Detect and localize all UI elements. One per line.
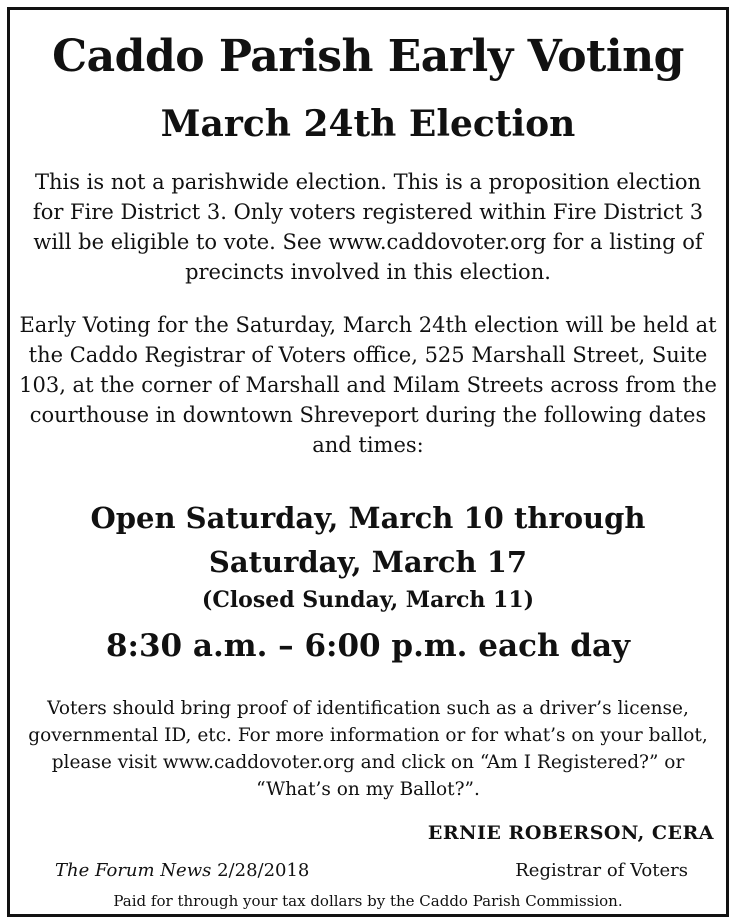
schedule-closed-note: (Closed Sunday, March 11) xyxy=(201,587,535,613)
publication-line xyxy=(55,860,309,881)
paid-for-disclaimer: Paid for through your tax dollars by the Caddo Parish Commission. xyxy=(113,892,623,910)
early-voting-location-paragraph: Early Voting for the Saturday, March 24th election will be held at the Caddo Registrar of Voters office, 525 Marshall Street, Suite 103, at the corner of Marshall and Milam Streets across from the courthouse in downtown Shreveport during the following dates and times: xyxy=(19,313,717,457)
publication-name: The Forum News xyxy=(55,860,212,881)
signer-title: Registrar of Voters xyxy=(515,860,688,881)
publication-date: 2/28/2018 xyxy=(217,860,310,881)
signer-name: ERNIE ROBERSON, CERA xyxy=(427,822,714,844)
notice-title: Caddo Parish Early Voting xyxy=(52,31,684,82)
identification-paragraph: Voters should bring proof of identification such as a driver’s license, governmental ID, etc. For more information or for what’s on your ballot, please visit www.caddovoter.org and click on “Am I Registered?” or “What’s on my Ballot?”. xyxy=(28,698,708,800)
election-scope-paragraph: This is not a parishwide election. This is a proposition election for Fire District 3. Only voters registered within Fire District 3 will be eligible to vote. See www.caddovoter.org for a listing of precincts involved in this election. xyxy=(32,170,704,284)
schedule-hours: 8:30 a.m. – 6:00 p.m. each day xyxy=(105,628,631,664)
schedule-open-line-2: Saturday, March 17 xyxy=(208,545,528,579)
election-notice xyxy=(7,7,729,917)
schedule-open-line-1: Open Saturday, March 10 through xyxy=(90,501,646,535)
notice-subtitle: March 24th Election xyxy=(160,103,576,145)
